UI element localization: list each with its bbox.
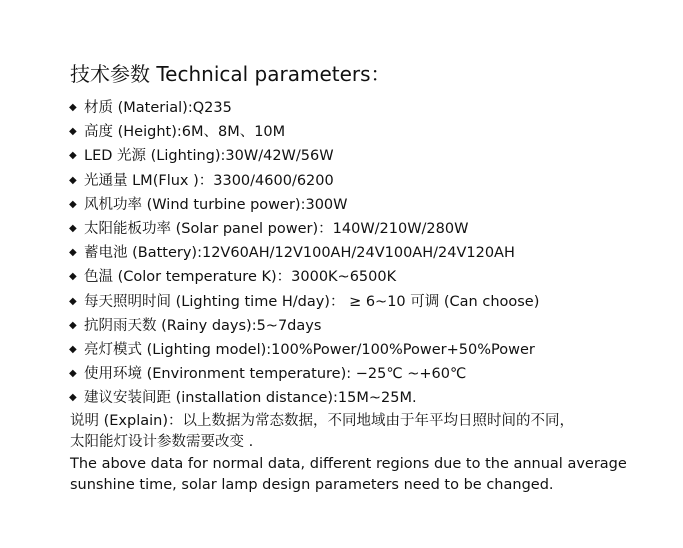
param-installation-distance bbox=[70, 386, 670, 410]
explain-en-line-2: sunshine time, solar lamp design parameters need to be changed. bbox=[70, 477, 554, 494]
diamond-bullet-icon: ◆ bbox=[69, 295, 77, 307]
param-text: 太阳能板功率 (Solar panel power)：140W/210W/280W bbox=[84, 221, 469, 238]
page-title: 技术参数 Technical parameters： bbox=[70, 62, 391, 86]
diamond-bullet-icon: ◆ bbox=[69, 392, 77, 404]
diamond-bullet-icon: ◆ bbox=[69, 223, 77, 235]
diamond-bullet-icon: ◆ bbox=[69, 198, 77, 210]
diamond-bullet-icon: ◆ bbox=[69, 102, 77, 113]
param-flux bbox=[70, 169, 670, 193]
explain-cn-line-2: 太阳能灯设计参数需要改变 . bbox=[70, 434, 254, 451]
diamond-bullet-icon: ◆ bbox=[69, 271, 77, 283]
param-text: 亮灯模式 (Lighting model):100%Power/100%Power+50%Power bbox=[84, 342, 535, 359]
param-environment-temperature bbox=[70, 362, 670, 386]
explain-cn-line-1: 说明 (Explain)：以上数据为常态数据，不同地域由于年平均日照时间的不同， bbox=[70, 412, 574, 429]
param-lighting-model bbox=[70, 338, 670, 362]
parameter-list bbox=[70, 96, 670, 411]
param-text: 光通量 LM(Flux )：3300/4600/6200 bbox=[84, 172, 334, 189]
diamond-bullet-icon: ◆ bbox=[69, 150, 77, 162]
param-color-temperature bbox=[70, 265, 670, 289]
diamond-bullet-icon: ◆ bbox=[69, 247, 77, 259]
param-text: 色温 (Color temperature K)：3000K~6500K bbox=[84, 269, 397, 286]
param-lighting-time bbox=[70, 290, 670, 314]
param-text: 蓄电池 (Battery):12V60AH/12V100AH/24V100AH/24V120AH bbox=[84, 245, 515, 262]
param-text: 抗阴雨天数 (Rainy days):5~7days bbox=[84, 317, 322, 334]
param-text: 使用环境 (Environment temperature): −25℃ ~+60℃ bbox=[84, 366, 467, 383]
spec-document bbox=[70, 60, 670, 497]
diamond-bullet-icon: ◆ bbox=[69, 368, 77, 380]
param-text: 风机功率 (Wind turbine power):300W bbox=[84, 196, 348, 213]
explain-en-line-1: The above data for normal data, different regions due to the annual average bbox=[70, 455, 627, 472]
param-material bbox=[70, 96, 670, 120]
param-height bbox=[70, 120, 670, 144]
param-wind-turbine bbox=[70, 193, 670, 217]
param-rainy-days bbox=[70, 314, 670, 338]
param-solar-panel bbox=[70, 217, 670, 241]
param-text: 材质 (Material):Q235 bbox=[84, 100, 232, 116]
diamond-bullet-icon: ◆ bbox=[69, 174, 77, 186]
param-text: 每天照明时间 (Lighting time H/day)： ≥ 6~10 可调 (Can choose) bbox=[84, 293, 540, 310]
param-text: LED 光源 (Lighting):30W/42W/56W bbox=[84, 148, 334, 165]
param-text: 高度 (Height):6M、8M、10M bbox=[84, 124, 286, 141]
diamond-bullet-icon: ◆ bbox=[69, 319, 77, 331]
diamond-bullet-icon: ◆ bbox=[69, 344, 77, 356]
param-battery bbox=[70, 241, 670, 265]
diamond-bullet-icon: ◆ bbox=[69, 126, 77, 138]
param-text: 建议安装间距 (installation distance):15M~25M. bbox=[84, 390, 417, 407]
explain-section bbox=[70, 411, 670, 497]
param-lighting bbox=[70, 144, 670, 168]
